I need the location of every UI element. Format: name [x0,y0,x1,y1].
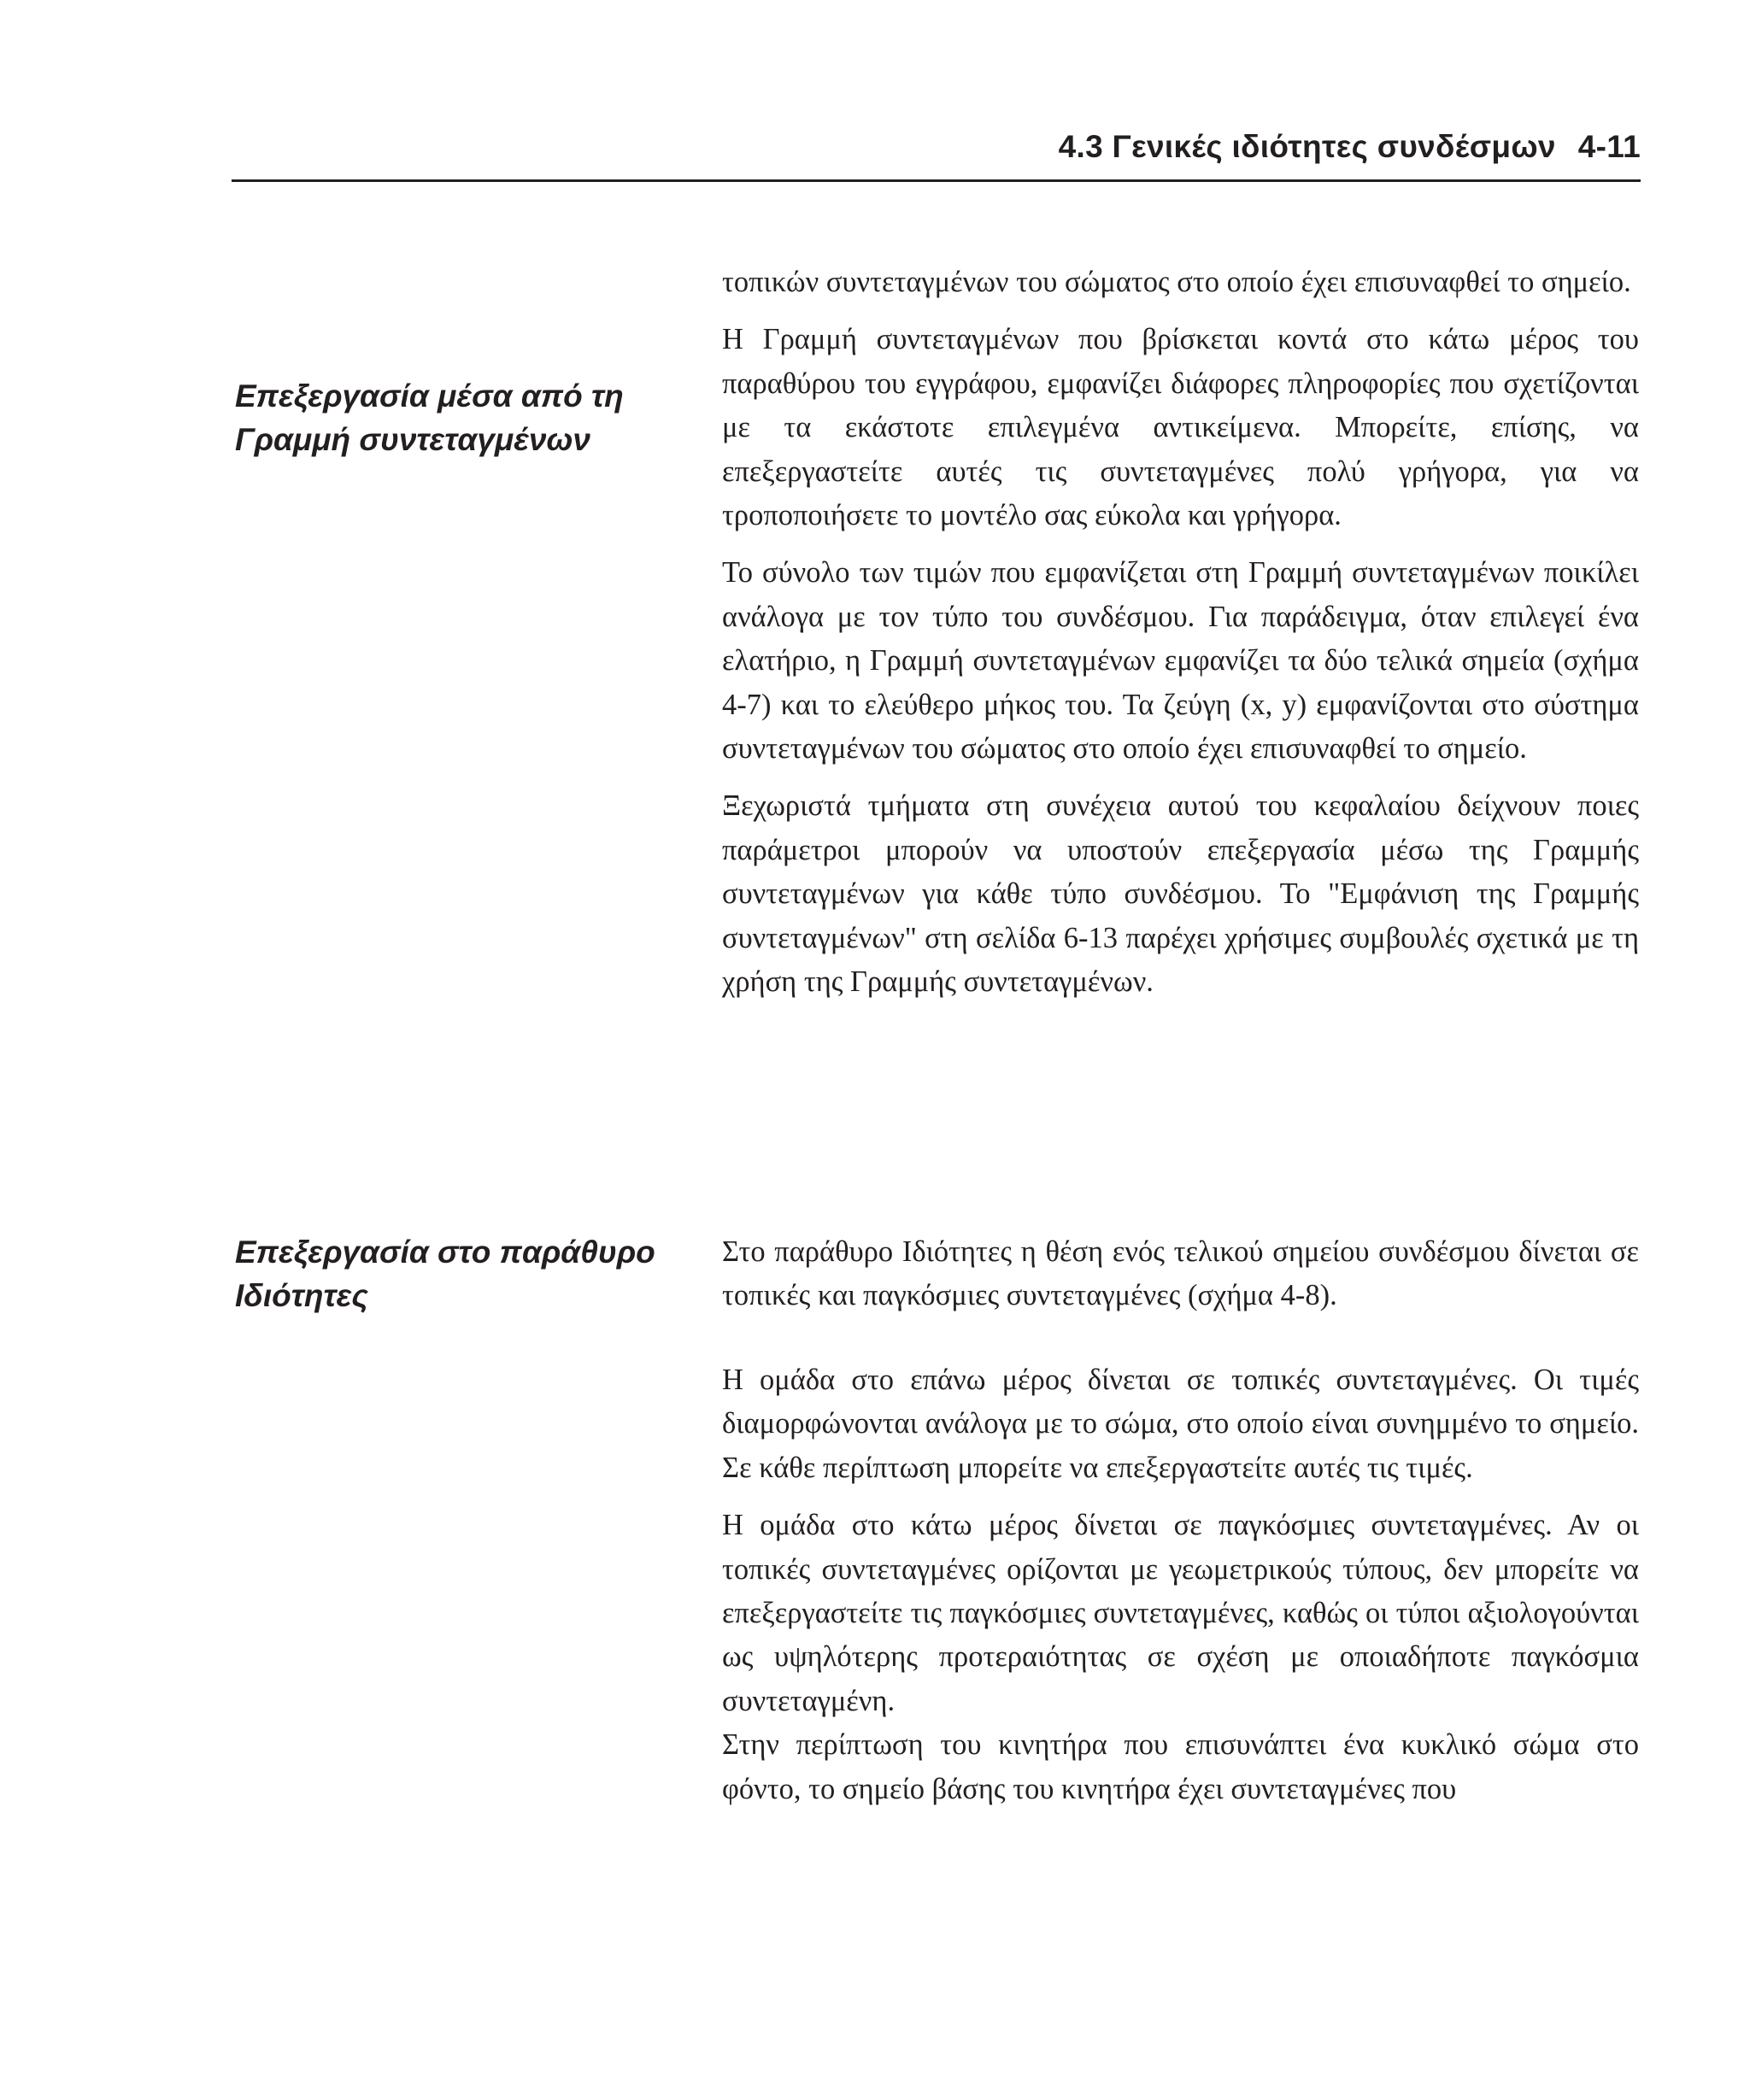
heading-line: Επεξεργασία μέσα από τη [235,378,624,414]
body-block-1 [722,261,1639,1005]
heading-line: Επεξεργασία στο παράθυρο [235,1235,655,1270]
body-block-3 [722,1358,1639,1811]
paragraph: Στο παράθυρο Ιδιότητες η θέση ενός τελικού σημείου συνδέσμου δίνεται σε τοπικές και παγκόσμιες συντεταγμένες (σχήμα 4-8). [722,1235,1639,1312]
heading-line: Γραμμή συντεταγμένων [235,422,590,457]
paragraph: Η Γραμμή συντεταγμένων που βρίσκεται κοντά στο κάτω μέρος του παραθύρου του εγγράφου, εμφανίζει διάφορες πληροφορίες που σχετίζονται με τα εκάστοτε επιλεγμένα αντικείμενα. Μπορείτε, επίσης, να επεξεργαστείτε αυτές τις συντεταγμένες πολύ γρήγορα, για να τροποποιήσετε το μοντέλο σας εύκολα και γρήγορα. [722,323,1639,532]
page-number: 4-11 [1577,129,1641,164]
paragraph: Η ομάδα στο επάνω μέρος δίνεται σε τοπικές συντεταγμένες. Οι τιμές διαμορφώνονται ανάλογα με το σώμα, στο οποίο είναι συνημμένο το σημείο. Σε κάθε περίπτωση μπορείτε να επεξεργαστείτε αυτές τις τιμές. [722,1364,1639,1484]
section-title: 4.3 Γενικές ιδιότητες συνδέσμων [1058,129,1556,164]
running-header [1059,126,1641,167]
paragraph: Ξεχωριστά τμήματα στη συνέχεια αυτού του κεφαλαίου δείχνουν ποιες παράμετροι μπορούν να υποστούν επεξεργασία μέσω της Γραμμής συντεταγμένων για κάθε τύπο συνδέσμου. Το "Εμφάνιση της Γραμμής συντεταγμένων" στη σελίδα 6-13 παρέχει χρήσιμες συμβουλές σχετικά με τη χρήση της Γραμμής συντεταγμένων. [722,789,1639,999]
body-block-2 [722,1230,1639,1318]
heading-coordinate-bar-editing [235,374,696,461]
heading-properties-window-editing [235,1230,696,1317]
paragraph: τοπικών συντεταγμένων του σώματος στο οποίο έχει επισυναφθεί το σημείο. [722,266,1631,298]
paragraph: Το σύνολο των τιμών που εμφανίζεται στη Γραμμή συντεταγμένων ποικίλει ανάλογα με τον τύπο του συνδέσμου. Για παράδειγμα, όταν επιλεγεί ένα ελατήριο, η Γραμμή συντεταγμένων εμφανίζει τα δύο τελικά σημεία (σχήμα 4-7) και το ελεύθερο μήκος του. Τα ζεύγη (x, y) εμφανίζονται στο σύστημα συντεταγμένων του σώματος στο οποίο έχει επισυναφθεί το σημείο. [722,556,1639,766]
heading-line: Ιδιότητες [235,1278,368,1313]
paragraph: Η ομάδα στο κάτω μέρος δίνεται σε παγκόσμιες συντεταγμένες. Αν οι τοπικές συντεταγμένες ορίζονται με γεωμετρικούς τύπους, δεν μπορείτε να επεξεργαστείτε τις παγκόσμιες συντεταγμένες, καθώς οι τύποι αξιολογούνται ως υψηλότερης προτεραιότητας σε σχέση με οποιαδήποτε παγκόσμια συντεταγμένη. [722,1509,1639,1717]
paragraph: Στην περίπτωση του κινητήρα που επισυνάπτει ένα κυκλικό σώμα στο φόντο, το σημείο βάσης του κινητήρα έχει συντεταγμένες που [722,1728,1639,1805]
header-rule [232,179,1641,182]
